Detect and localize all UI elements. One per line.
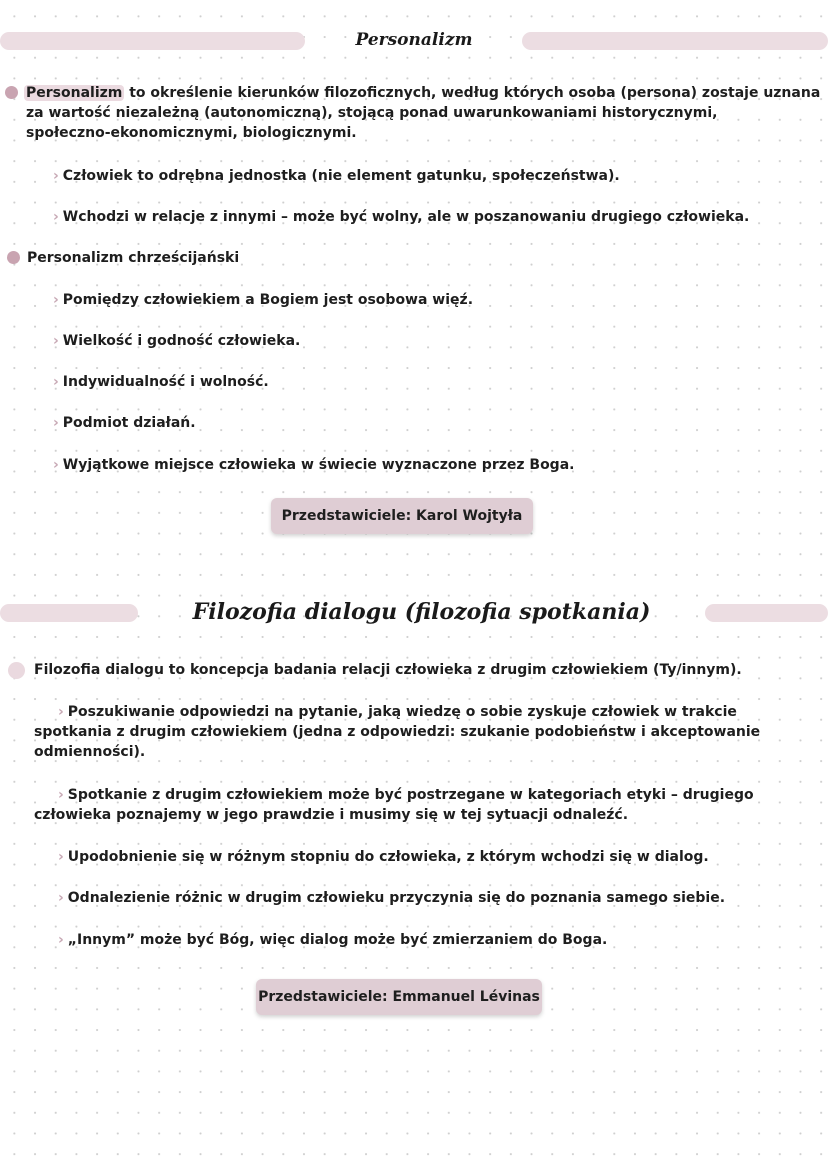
paragraph: › Poszukiwanie odpowiedzi na pytanie, jaką wiedzę o sobie zyskuje człowiek w trakcie spotkania z drugim człowiekiem (jedna z odpowiedzi: szukanie podobieństw i akceptowanie odmienności).: [34, 704, 761, 760]
chevron-icon: ›: [53, 168, 59, 184]
title-bar-left: [0, 604, 138, 622]
representatives-box: Przedstawiciele: Karol Wojtyła: [271, 498, 533, 534]
chevron-icon: ›: [58, 849, 64, 865]
section-title-personalizm: Personalizm: [355, 30, 473, 50]
chevron-icon: ›: [58, 787, 64, 803]
bullet-dot-icon: [5, 86, 18, 99]
list-item: › Indywidualność i wolność.: [53, 374, 269, 390]
chevron-icon: ›: [53, 333, 59, 349]
list-item: › Człowiek to odrębna jednostka (nie element gatunku, społeczeństwa).: [53, 168, 620, 184]
chevron-icon: ›: [53, 292, 59, 308]
list-item: › Pomiędzy człowiekiem a Bogiem jest osobowa więź.: [53, 292, 474, 308]
paragraph: › Spotkanie z drugim człowiekiem może być postrzegane w kategoriach etyki – drugiego człowieka poznajemy w jego prawdzie i musimy się w tej sytuacji odnaleźć.: [34, 787, 754, 823]
intro-paragraph: Personalizm to określenie kierunków filozoficznych, według których osoba (persona) zostaje uznana za wartość niezależną (autonomiczną), stojącą ponad uwarunkowaniami historycznymi, społeczno-ekonomicznymi, biologicznymi.: [26, 85, 821, 141]
highlight-term: Personalizm: [26, 85, 123, 101]
sub-heading: Personalizm chrześcijański: [27, 250, 240, 266]
bullet-dot-icon: [8, 662, 25, 679]
chevron-icon: ›: [53, 209, 59, 225]
list-item: › Wielkość i godność człowieka.: [53, 333, 301, 349]
chevron-icon: ›: [58, 932, 64, 948]
representatives-box: Przedstawiciele: Emmanuel Lévinas: [256, 979, 542, 1015]
list-item: › Wyjątkowe miejsce człowieka w świecie wyznaczone przez Boga.: [53, 457, 575, 473]
list-item: › Podmiot działań.: [53, 415, 196, 431]
chevron-icon: ›: [53, 374, 59, 390]
list-item: › Odnalezienie różnic w drugim człowieku przyczynia się do poznania samego siebie.: [58, 890, 726, 906]
chevron-icon: ›: [58, 704, 64, 720]
list-item: › Wchodzi w relacje z innymi – może być wolny, ale w poszanowaniu drugiego człowieka.: [53, 209, 750, 225]
intro-paragraph: Filozofia dialogu to koncepcja badania relacji człowieka z drugim człowiekiem (Ty/innym).: [34, 662, 742, 678]
chevron-icon: ›: [53, 415, 59, 431]
section-title-filozofia-dialogu: Filozofia dialogu (filozofia spotkania): [192, 599, 651, 625]
title-bar-right: [705, 604, 828, 622]
bullet-dot-icon: [7, 251, 20, 264]
chevron-icon: ›: [53, 457, 59, 473]
list-item: › Upodobnienie się w różnym stopniu do człowieka, z którym wchodzi się w dialog.: [58, 849, 709, 865]
list-item: › „Innym” może być Bóg, więc dialog może być zmierzaniem do Boga.: [58, 932, 608, 948]
chevron-icon: ›: [58, 890, 64, 906]
